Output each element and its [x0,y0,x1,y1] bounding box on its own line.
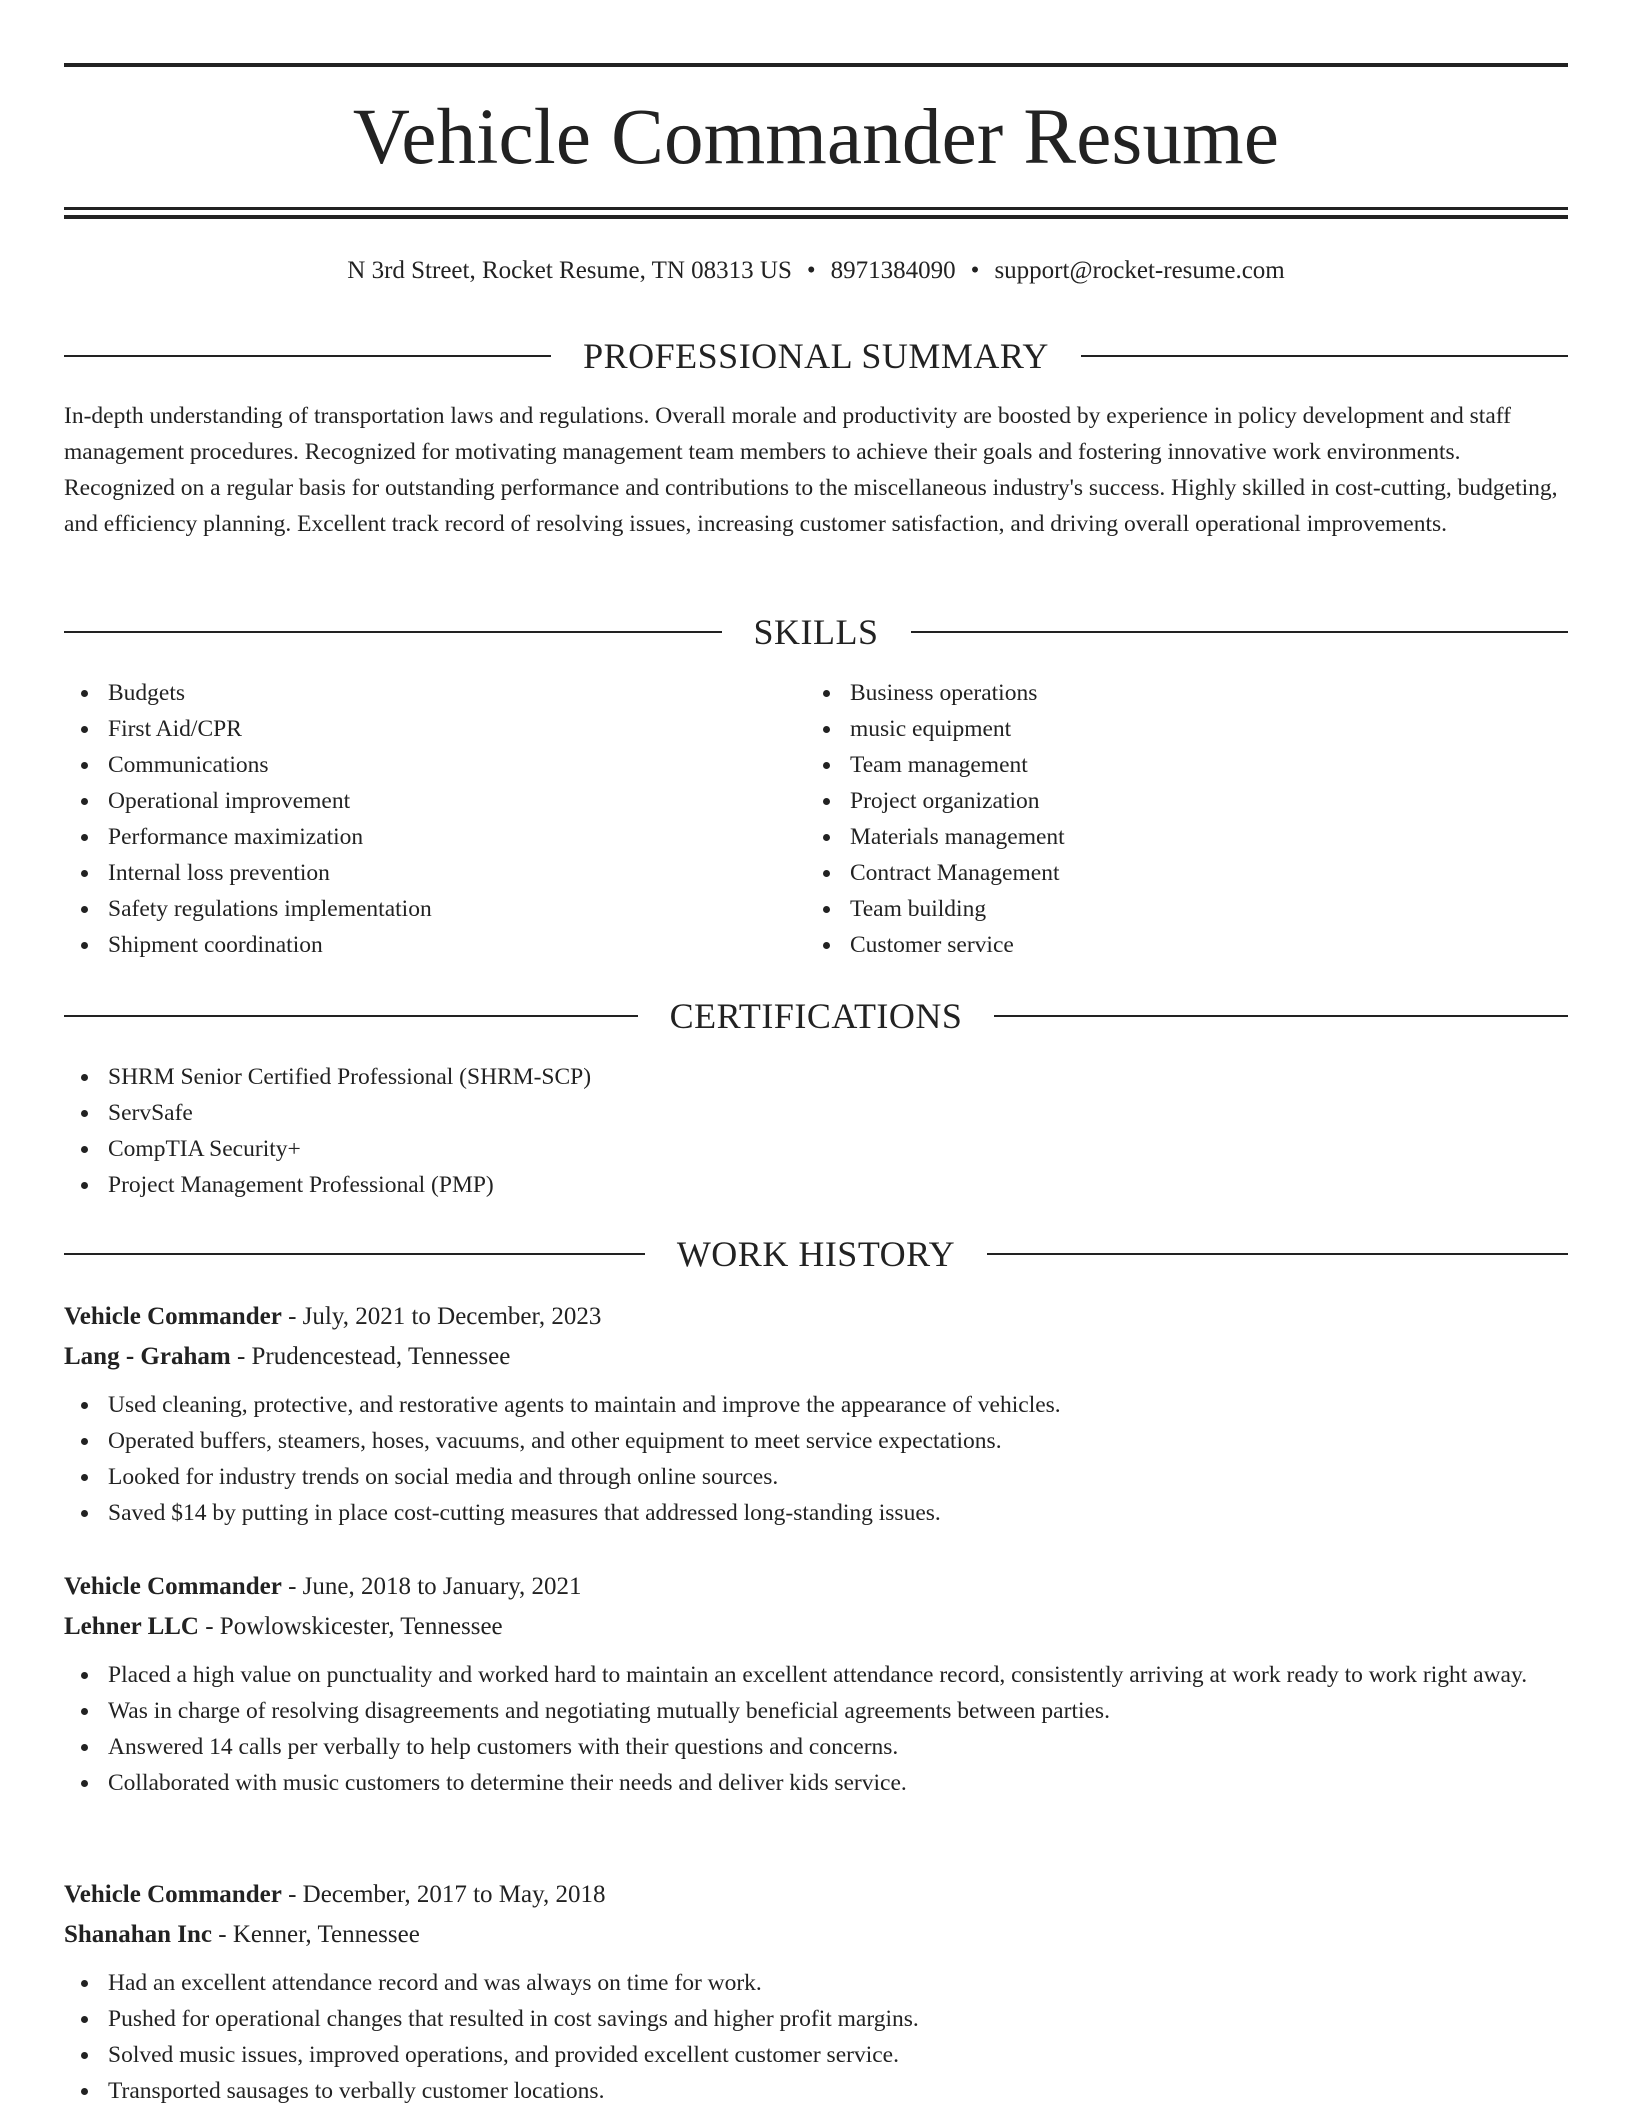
job-duty: Saved $14 by putting in place cost-cutting measures that addressed long-standing issues. [64,1495,1568,1531]
job-company-line [64,1915,1568,1955]
skill-item: Business operations [806,675,1506,711]
job-company: Lehner LLC [64,1613,199,1640]
job-duties-list [64,1965,1568,2109]
skill-item: Materials management [806,819,1506,855]
heading-rule-left [64,1015,638,1017]
skill-item: Contract Management [806,855,1506,891]
heading-rule-left [64,1253,645,1255]
job-entry [64,1875,1568,2109]
job-company: Shanahan Inc [64,1921,212,1948]
job-duty: Looked for industry trends on social media and through online sources. [64,1459,1568,1495]
job-entry [64,1297,1568,1531]
skills-heading: SKILLS [753,612,879,652]
job-duties-list [64,1387,1568,1531]
skill-item: Customer service [806,927,1506,963]
job-dates: - December, 2017 to May, 2018 [281,1881,606,1908]
job-title: Vehicle Commander [64,1573,282,1600]
skill-item: Internal loss prevention [64,855,764,891]
job-location: - Prudencestead, Tennessee [230,1343,511,1370]
job-duties-list [64,1657,1568,1801]
skill-item: Team building [806,891,1506,927]
heading-rule-right [987,1253,1568,1255]
job-title: Vehicle Commander [64,1303,282,1330]
skills-section-heading [64,610,1568,654]
job-title-line [64,1875,1568,1915]
job-title-line [64,1567,1568,1607]
heading-rule-right [994,1015,1568,1017]
title-rule-upper [64,207,1568,210]
job-duty: Collaborated with music customers to determine their needs and deliver kids service. [64,1765,1568,1801]
top-rule [64,63,1568,67]
heading-rule-right [1081,355,1568,357]
heading-rule-left [64,631,722,633]
certification-item: SHRM Senior Certified Professional (SHRM-SCP) [64,1059,1464,1095]
skill-item: Project organization [806,783,1506,819]
job-duty: Answered 14 calls per verbally to help customers with their questions and concerns. [64,1729,1568,1765]
skill-item: Team management [806,747,1506,783]
job-duty: Transported sausages to verbally customer locations. [64,2073,1568,2109]
contact-address: N 3rd Street, Rocket Resume, TN 08313 US [347,257,792,284]
summary-section-heading [64,334,1568,378]
job-duty: Placed a high value on punctuality and worked hard to maintain an excellent attendance record, consistently arriving at work ready to work right away. [64,1657,1568,1693]
certification-item: CompTIA Security+ [64,1131,1464,1167]
skill-item: Budgets [64,675,764,711]
resume-title: Vehicle Commander Resume [352,94,1280,181]
job-location: - Powlowskicester, Tennessee [198,1613,503,1640]
certification-item: Project Management Professional (PMP) [64,1167,1464,1203]
job-duty: Solved music issues, improved operations, and provided excellent customer service. [64,2037,1568,2073]
certifications-heading: CERTIFICATIONS [669,996,963,1036]
skill-item: Operational improvement [64,783,764,819]
job-duty: Had an excellent attendance record and was always on time for work. [64,1965,1568,2001]
title-rule-lower [64,215,1568,219]
heading-rule-right [911,631,1569,633]
skill-item: Communications [64,747,764,783]
skills-list-right [806,675,1506,963]
job-company-line [64,1607,1568,1647]
work-history-heading: WORK HISTORY [676,1234,956,1274]
job-location: - Kenner, Tennessee [212,1921,420,1948]
skill-item: music equipment [806,711,1506,747]
contact-phone: 8971384090 [830,257,956,284]
job-dates: - June, 2018 to January, 2021 [281,1573,582,1600]
certification-item: ServSafe [64,1095,1464,1131]
job-title-line [64,1297,1568,1337]
job-duty: Used cleaning, protective, and restorative agents to maintain and improve the appearance of vehicles. [64,1387,1568,1423]
job-company: Lang - Graham [64,1343,231,1370]
contact-line [64,254,1568,288]
work-history-section-heading [64,1232,1568,1276]
job-duty: Was in charge of resolving disagreements and negotiating mutually beneficial agreements between parties. [64,1693,1568,1729]
job-dates: - July, 2021 to December, 2023 [281,1303,602,1330]
certifications-list [64,1059,1464,1203]
skills-list-left [64,675,764,963]
contact-separator: • [806,257,816,284]
job-duty: Pushed for operational changes that resulted in cost savings and higher profit margins. [64,2001,1568,2037]
job-title: Vehicle Commander [64,1881,282,1908]
summary-heading: PROFESSIONAL SUMMARY [583,336,1049,376]
job-entry [64,1567,1568,1801]
skill-item: Safety regulations implementation [64,891,764,927]
certifications-section-heading [64,994,1568,1038]
job-duty: Operated buffers, steamers, hoses, vacuums, and other equipment to meet service expectations. [64,1423,1568,1459]
heading-rule-left [64,355,551,357]
contact-separator: • [970,257,980,284]
skill-item: Performance maximization [64,819,764,855]
summary-text: In-depth understanding of transportation laws and regulations. Overall morale and productivity are boosted by experience in policy development and staff management procedures. Recognized for motivating management team members to achieve their goals and fostering innovative work environments. Recognized on a regular basis for outstanding performance and contributions to the miscellaneous industry's success. Highly skilled in cost-cutting, budgeting, and efficiency planning. Excellent track record of resolving issues, increasing customer satisfaction, and driving overall operational improvements. [64,403,1558,537]
contact-email: support@rocket-resume.com [994,257,1285,284]
job-company-line [64,1337,1568,1377]
skill-item: First Aid/CPR [64,711,764,747]
skill-item: Shipment coordination [64,927,764,963]
